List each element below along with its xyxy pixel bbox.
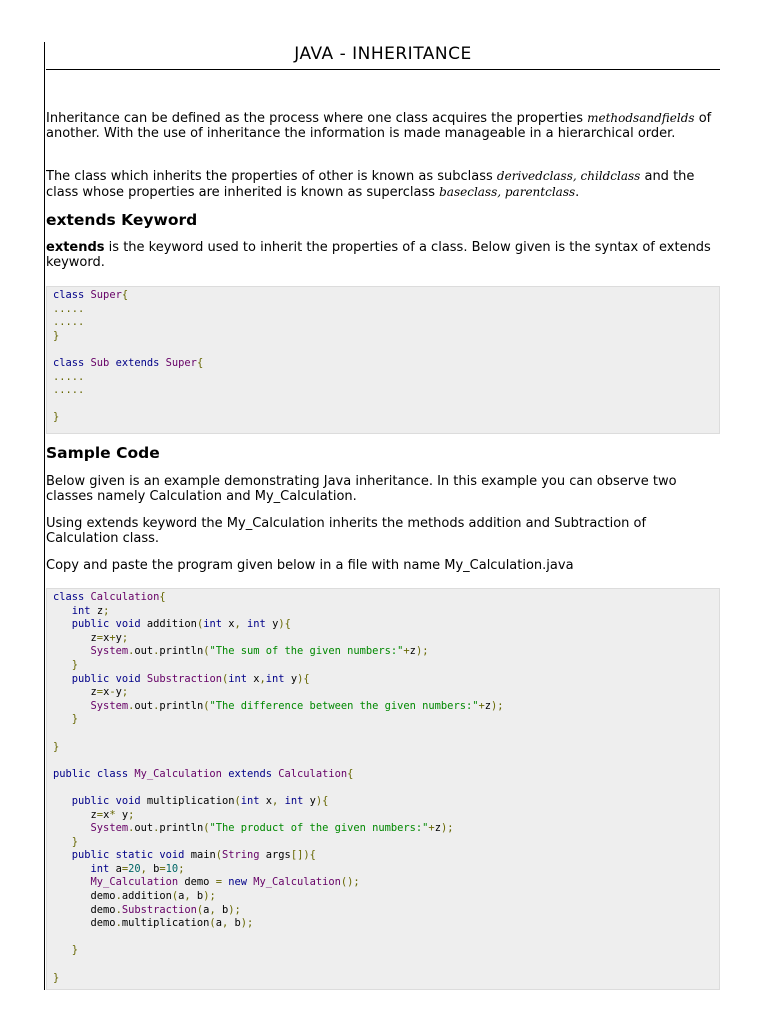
- code-token: ;: [178, 862, 185, 875]
- code-token: [53, 944, 72, 956]
- page-title: JAVA - INHERITANCE: [46, 42, 720, 70]
- code-token: new: [228, 876, 247, 889]
- code-token: public: [71, 794, 110, 807]
- code-token: ){: [278, 618, 291, 631]
- code-token: out: [134, 699, 154, 712]
- code-token: static: [115, 849, 154, 862]
- code-line: [53, 659, 78, 671]
- intro-p1-tail: of another. With the use of inheritance the information is made manageable in a hierarchical order.: [46, 111, 712, 141]
- code-token: public: [71, 672, 110, 685]
- code-token: .: [153, 699, 160, 712]
- code-token: ,: [272, 794, 279, 807]
- code-token: z: [90, 604, 104, 617]
- code-token: int: [71, 604, 91, 617]
- code-token: demo: [53, 903, 116, 916]
- code-token: Calculation: [278, 767, 348, 780]
- code-token: [53, 618, 72, 630]
- code-line: [53, 357, 203, 369]
- code-token: void: [159, 849, 185, 862]
- sample-paragraph-3: Copy and paste the program given below in a file with name My_Calculation.java: [46, 558, 574, 573]
- code-token: .: [115, 903, 122, 916]
- code-token: x: [103, 808, 110, 821]
- code-token: demo: [178, 876, 216, 889]
- code-token: "The product of the given numbers:": [209, 822, 429, 835]
- code-token: .: [115, 917, 122, 930]
- code-token: println: [159, 822, 204, 835]
- code-token: }: [53, 329, 60, 342]
- code-token: }: [71, 713, 79, 726]
- code-token: b: [228, 917, 241, 930]
- intro-p2-italic-1: derivedclass, childclass: [496, 169, 641, 183]
- code-token: []){: [290, 849, 316, 862]
- code-token: [53, 863, 91, 875]
- code-token: =: [121, 862, 129, 875]
- code-token: .....: [53, 370, 85, 383]
- code-token: +: [478, 699, 485, 712]
- code-line: [53, 741, 59, 753]
- extends-text: is the keyword used to inherit the properties of a class. Below given is the syntax of extends keyword.: [46, 240, 711, 270]
- code-token: demo: [53, 917, 116, 930]
- code-line: [53, 849, 316, 861]
- code-token: );: [440, 822, 454, 835]
- code-token: y: [115, 808, 129, 821]
- code-token: a: [203, 903, 210, 916]
- code-token: .: [153, 822, 160, 835]
- code-token: int: [284, 794, 304, 807]
- code-line: [53, 917, 253, 929]
- syntax-code: [47, 287, 719, 425]
- code-token: a: [178, 890, 185, 903]
- intro-p1-italic: methodsandfields: [587, 111, 695, 125]
- intro-p2-c: .: [575, 184, 580, 200]
- code-line: [53, 836, 78, 848]
- code-token: x: [103, 686, 110, 699]
- code-token: String: [221, 849, 260, 862]
- code-token: class: [53, 289, 85, 301]
- code-line: [53, 303, 84, 315]
- code-token: }: [71, 944, 79, 957]
- code-token: +: [428, 822, 435, 835]
- code-token: int: [265, 672, 285, 685]
- code-token: {: [196, 356, 204, 369]
- intro-p2-a: The class which inherits the properties of other is known as subclass: [46, 169, 497, 184]
- code-token: [53, 659, 72, 671]
- code-token: y: [115, 686, 122, 699]
- code-token: out: [134, 645, 154, 658]
- code-token: .: [128, 699, 135, 712]
- code-line: [53, 822, 453, 834]
- intro-p2-b: and the class whose properties are inherited is known as superclass: [46, 169, 695, 200]
- code-token: System: [90, 822, 129, 835]
- code-token: int: [247, 618, 266, 631]
- code-token: y: [284, 672, 298, 685]
- code-token: ){: [297, 672, 310, 685]
- code-line: [53, 904, 241, 916]
- code-token: );: [415, 645, 429, 658]
- code-token: .....: [53, 384, 85, 397]
- code-token: ,: [259, 672, 266, 685]
- code-token: int: [240, 794, 260, 807]
- code-line: [53, 316, 84, 328]
- code-token: x: [221, 618, 235, 631]
- code-token: public: [53, 767, 91, 780]
- intro-paragraph-1: [46, 111, 718, 141]
- code-token: (: [171, 890, 179, 903]
- code-line: [53, 700, 504, 712]
- code-token: class: [53, 591, 85, 603]
- code-token: }: [53, 740, 60, 753]
- code-token: int: [203, 618, 222, 631]
- code-line: [53, 673, 310, 685]
- code-token: =: [96, 686, 104, 699]
- code-line: [53, 330, 59, 342]
- code-token: =: [96, 808, 104, 821]
- code-token: .: [115, 890, 122, 903]
- code-line: [53, 713, 78, 725]
- code-token: ,: [221, 917, 229, 930]
- code-token: }: [53, 971, 60, 984]
- intro-p1-text: Inheritance can be defined as the process where one class acquires the properties: [46, 111, 588, 126]
- code-token: z: [434, 822, 441, 835]
- extends-bold-word: extends: [46, 240, 105, 255]
- code-token: x: [259, 794, 273, 807]
- code-token: [53, 795, 72, 807]
- example-code-block: [46, 588, 720, 990]
- code-token: My_Calculation: [134, 767, 222, 780]
- code-token: [53, 645, 91, 657]
- code-token: int: [228, 672, 248, 685]
- code-line: [53, 411, 59, 423]
- code-token: (: [196, 903, 204, 916]
- code-token: *: [109, 808, 116, 821]
- code-token: System: [90, 645, 129, 658]
- intro-paragraph-2: [46, 169, 718, 200]
- code-token: ,: [184, 890, 191, 903]
- code-token: void: [115, 794, 141, 807]
- code-line: [53, 289, 128, 301]
- code-line: [53, 890, 216, 902]
- code-token: class: [53, 356, 85, 369]
- code-token: Substraction: [121, 903, 197, 916]
- code-token: [53, 849, 72, 861]
- code-token: 10: [165, 862, 179, 875]
- code-line: [53, 371, 84, 383]
- code-line: [53, 591, 166, 603]
- code-token: a: [109, 862, 122, 875]
- code-token: (: [203, 699, 210, 712]
- code-token: {: [159, 591, 166, 603]
- code-token: Super: [90, 289, 122, 301]
- intro-p2-italic-2: baseclass, parentclass: [439, 184, 576, 199]
- code-token: multiplication: [140, 794, 235, 807]
- code-token: (: [196, 618, 204, 631]
- code-token: b: [190, 890, 204, 903]
- code-token: [53, 673, 72, 685]
- code-token: .....: [53, 302, 85, 315]
- code-token: }: [71, 658, 79, 671]
- code-token: (: [209, 917, 216, 930]
- code-line: [53, 768, 353, 780]
- code-token: z: [409, 645, 416, 658]
- code-token: "The difference between the given numbers:": [209, 699, 479, 712]
- code-token: ;: [121, 631, 129, 644]
- code-token: extends: [115, 356, 160, 369]
- code-line: [53, 645, 428, 657]
- code-token: }: [71, 835, 79, 848]
- code-token: out: [134, 822, 154, 835]
- code-token: My_Calculation: [253, 876, 341, 889]
- code-token: =: [96, 631, 104, 644]
- code-token: +: [109, 631, 116, 644]
- code-token: [53, 836, 72, 848]
- code-token: (: [203, 645, 210, 658]
- code-token: demo: [53, 890, 116, 903]
- code-token: Super: [165, 356, 197, 369]
- code-token: multiplication: [121, 917, 210, 930]
- code-token: {: [347, 767, 354, 780]
- code-token: .: [128, 645, 135, 658]
- code-token: [53, 700, 91, 712]
- code-token: z: [53, 686, 97, 699]
- code-line: [53, 618, 291, 630]
- code-token: );: [240, 917, 254, 930]
- code-token: );: [203, 890, 216, 903]
- code-line: [53, 972, 59, 984]
- sample-paragraph-1: Below given is an example demonstrating Java inheritance. In this example you can observe two classes namely Calculation and My_Calculation.: [46, 474, 677, 504]
- code-token: x: [247, 672, 260, 685]
- code-line: [53, 384, 84, 396]
- code-token: (: [234, 794, 241, 807]
- code-line: [53, 605, 109, 617]
- code-token: Sub: [90, 356, 110, 369]
- code-token: [53, 822, 91, 834]
- code-token: class: [96, 767, 129, 780]
- code-token: ,: [209, 903, 216, 916]
- code-line: [53, 944, 78, 956]
- code-token: b: [146, 862, 160, 875]
- code-token: ;: [103, 604, 110, 617]
- sample-code-heading: Sample Code: [46, 444, 160, 462]
- code-line: [53, 632, 128, 644]
- code-token: .: [153, 645, 160, 658]
- code-token: ();: [340, 876, 360, 889]
- code-token: ){: [315, 794, 329, 807]
- code-token: y: [115, 631, 122, 644]
- code-token: args: [259, 849, 291, 862]
- code-token: Substraction: [146, 672, 222, 685]
- code-token: }: [53, 411, 60, 424]
- code-token: addition: [121, 890, 172, 903]
- code-token: ;: [121, 686, 129, 699]
- code-token: Calculation: [90, 591, 160, 603]
- code-token: ,: [234, 618, 241, 631]
- code-token: (: [215, 849, 222, 862]
- code-token: println: [159, 645, 204, 658]
- extends-heading: extends Keyword: [46, 211, 198, 229]
- code-token: z: [53, 631, 97, 644]
- code-token: int: [90, 862, 110, 875]
- code-token: a: [215, 917, 222, 930]
- code-token: -: [109, 686, 116, 699]
- code-token: public: [71, 849, 110, 862]
- code-token: "The sum of the given numbers:": [209, 645, 404, 658]
- code-token: y: [303, 794, 316, 807]
- code-token: +: [403, 645, 410, 658]
- code-token: [53, 713, 72, 725]
- code-token: 20: [128, 862, 141, 875]
- code-token: b: [215, 903, 229, 916]
- code-token: void: [115, 618, 141, 631]
- code-token: =: [159, 862, 166, 875]
- code-token: extends: [228, 767, 273, 780]
- code-line: [53, 795, 328, 807]
- code-token: .....: [53, 316, 85, 329]
- code-token: {: [121, 289, 129, 301]
- code-token: void: [115, 672, 141, 685]
- left-border-bottom: [44, 435, 45, 990]
- code-token: public: [71, 618, 110, 631]
- code-token: (: [203, 822, 210, 835]
- code-line: [53, 876, 360, 888]
- code-token: );: [228, 903, 241, 916]
- code-token: (: [221, 672, 229, 685]
- code-line: [53, 863, 184, 875]
- code-token: ;: [128, 808, 135, 821]
- code-token: x: [103, 631, 110, 644]
- code-token: .: [128, 822, 135, 835]
- left-border-top: [44, 42, 45, 435]
- code-token: z: [53, 808, 97, 821]
- code-token: My_Calculation: [90, 876, 179, 889]
- code-token: =: [215, 876, 222, 889]
- code-token: addition: [140, 618, 197, 631]
- code-token: [53, 605, 72, 617]
- sample-paragraph-2: Using extends keyword the My_Calculation inherits the methods addition and Subtraction of Calculation class.: [46, 516, 647, 546]
- code-line: [53, 686, 128, 698]
- code-token: [53, 876, 91, 888]
- code-token: );: [491, 699, 504, 712]
- code-token: ,: [140, 862, 147, 875]
- example-code: [47, 589, 719, 985]
- code-token: z: [484, 699, 491, 712]
- code-token: main: [184, 849, 216, 862]
- code-line: [53, 809, 134, 821]
- code-token: y: [265, 618, 279, 631]
- extends-paragraph: [46, 241, 718, 270]
- syntax-code-block: [46, 286, 720, 434]
- code-token: println: [159, 699, 204, 712]
- code-token: System: [90, 699, 129, 712]
